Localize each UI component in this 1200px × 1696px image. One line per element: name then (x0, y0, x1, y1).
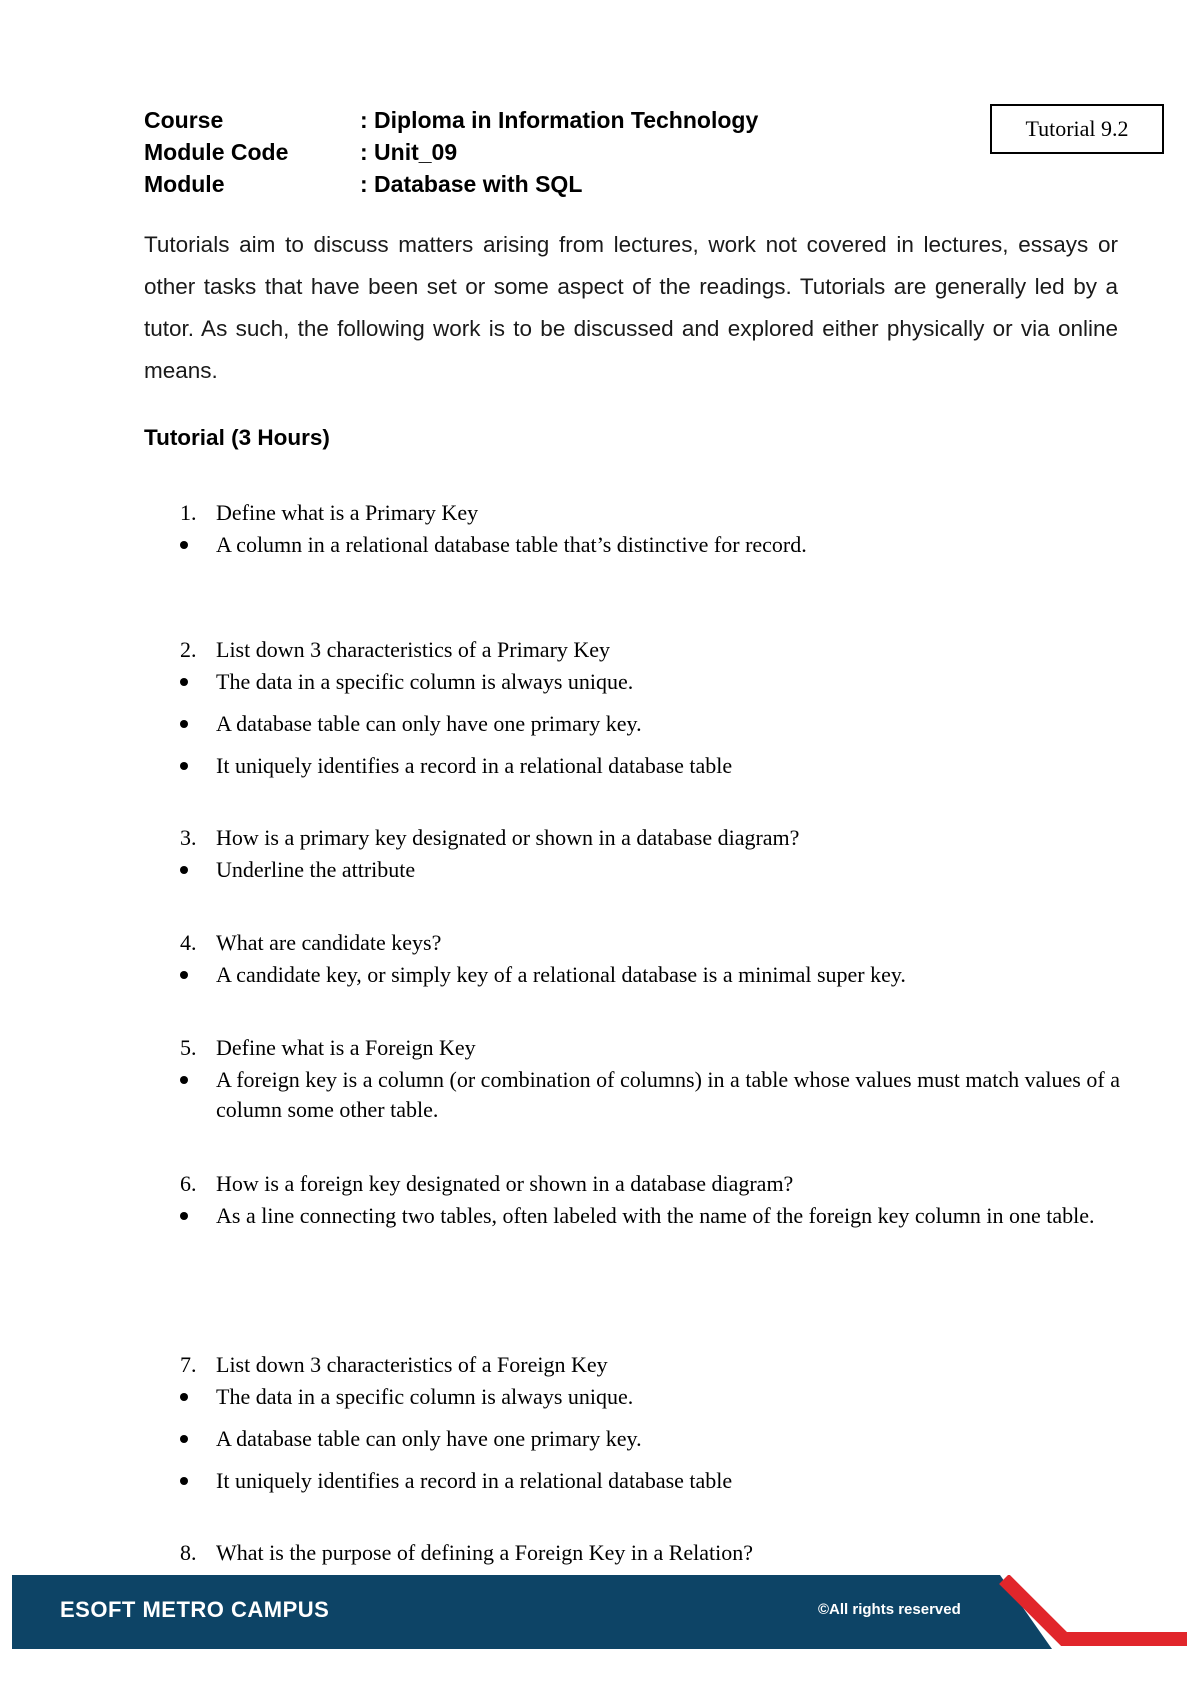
answer-item (180, 1201, 1120, 1231)
bullet-icon (180, 1076, 188, 1084)
answer-text: A database table can only have one primary key. (216, 711, 642, 736)
module-code-value: : Unit_09 (360, 139, 458, 165)
module-value: : Database with SQL (360, 171, 583, 197)
answer-text: Underline the attribute (216, 857, 416, 882)
question-number: 6. (180, 1171, 197, 1196)
module-label: Module (144, 171, 225, 197)
bullet-icon (180, 541, 188, 549)
tutorial-tag: Tutorial 9.2 (990, 104, 1164, 154)
question-item (180, 928, 1120, 958)
answer-text: A column in a relational database table that’s distinctive for record. (216, 532, 807, 557)
question-number: 5. (180, 1035, 197, 1060)
question-text: List down 3 characteristics of a Primary Key (216, 637, 611, 662)
bullet-icon (180, 1477, 188, 1485)
answer-text: As a line connecting two tables, often labeled with the name of the foreign key column in one table. (216, 1203, 1095, 1228)
answer-item (180, 1382, 1120, 1412)
module-code-label: Module Code (144, 139, 289, 165)
answer-item (180, 667, 1120, 697)
module-code-row (144, 136, 758, 168)
bullet-icon (180, 762, 188, 770)
module-row (144, 168, 758, 200)
answer-item (180, 1466, 1120, 1496)
intro-paragraph: Tutorials aim to discuss matters arising from lectures, work not covered in lectures, essays or other tasks that have been set or some aspect of the readings. Tutorials are generally led by a tutor. As such, the following work is to be discussed and explored either physically or via online means. (144, 232, 1118, 383)
course-label: Course (144, 107, 224, 133)
question-number: 1. (180, 500, 197, 525)
question-text: How is a foreign key designated or shown in a database diagram? (216, 1171, 794, 1196)
answer-text: It uniquely identifies a record in a relational database table (216, 753, 733, 778)
question-number: 8. (180, 1540, 197, 1565)
bullet-icon (180, 1435, 188, 1443)
course-info (144, 104, 758, 200)
course-row (144, 104, 758, 136)
answer-item (180, 855, 1120, 885)
answer-item (180, 709, 1120, 739)
bullet-icon (180, 1212, 188, 1220)
page-footer (12, 1575, 1187, 1649)
question-number: 7. (180, 1352, 197, 1377)
question-item (180, 1350, 1120, 1380)
answer-text: It uniquely identifies a record in a relational database table (216, 1468, 733, 1493)
question-item (180, 635, 1120, 665)
answer-item (180, 751, 1120, 781)
answer-text: The data in a specific column is always unique. (216, 1384, 634, 1409)
answer-text: A foreign key is a column (or combination of columns) in a table whose values must match values of a column some other table. (216, 1067, 1120, 1122)
question-item (180, 1169, 1120, 1199)
answer-item (180, 1065, 1120, 1125)
question-text: What are candidate keys? (216, 930, 442, 955)
course-value: : Diploma in Information Technology (360, 107, 759, 133)
question-number: 3. (180, 825, 197, 850)
answer-text: The data in a specific column is always unique. (216, 669, 634, 694)
tutorial-heading: Tutorial (3 Hours) (144, 425, 330, 450)
question-number: 4. (180, 930, 197, 955)
bullet-icon (180, 866, 188, 874)
question-text: How is a primary key designated or shown in a database diagram? (216, 825, 800, 850)
footer-campus-name: ESOFT METRO CAMPUS (60, 1597, 330, 1622)
answer-text: A candidate key, or simply key of a relational database is a minimal super key. (216, 962, 906, 987)
question-text: Define what is a Foreign Key (216, 1035, 476, 1060)
bullet-icon (180, 720, 188, 728)
footer-copyright: ©All rights reserved (818, 1601, 961, 1618)
answer-item (180, 530, 1120, 560)
answer-text: A database table can only have one primary key. (216, 1426, 642, 1451)
bullet-icon (180, 971, 188, 979)
answer-item (180, 1424, 1120, 1454)
question-number: 2. (180, 637, 197, 662)
question-item (180, 1538, 1120, 1568)
question-text: Define what is a Primary Key (216, 500, 479, 525)
bullet-icon (180, 1393, 188, 1401)
question-item (180, 823, 1120, 853)
question-text: What is the purpose of defining a Foreign Key in a Relation? (216, 1540, 754, 1565)
answer-item (180, 960, 1120, 990)
question-item (180, 498, 1120, 528)
bullet-icon (180, 678, 188, 686)
question-item (180, 1033, 1120, 1063)
question-text: List down 3 characteristics of a Foreign Key (216, 1352, 608, 1377)
